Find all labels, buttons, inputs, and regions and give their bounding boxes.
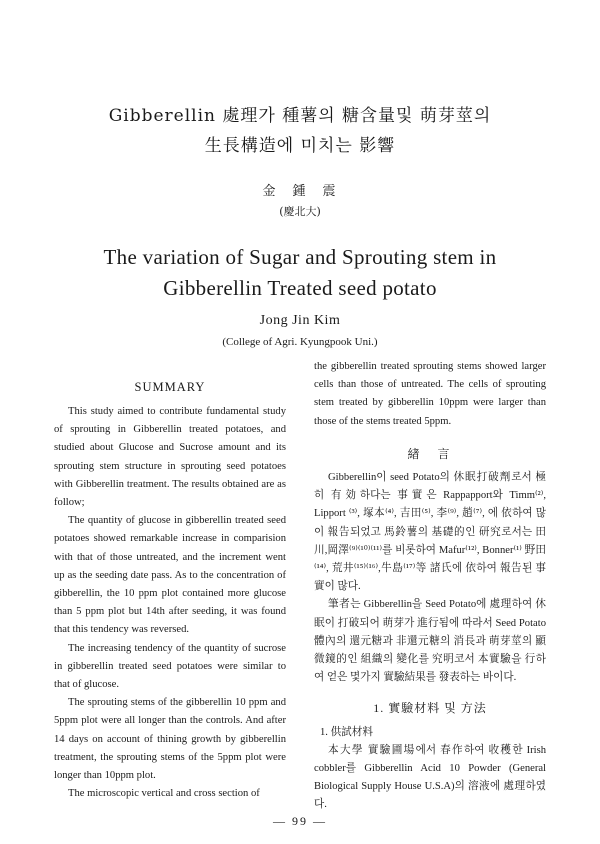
- affiliation-korean: (慶北大): [279, 205, 321, 218]
- page-number: — 99 —: [273, 814, 327, 828]
- affiliation-english: (College of Agri. Kyungpook Uni.): [222, 336, 378, 348]
- summary-paragraph: The quantity of glucose in gibberellin treated seed potatoes showed remarkable increase in comparision with that of those untreated, and the increment went up as the seeding date pass. As to the concentration of gibberellin, the 10 ppm plot contained more glucose than 5 ppm plot but 14th after seeding, it was found that this tendency was reversed.: [54, 515, 286, 636]
- summary-paragraph: The microscopic vertical and cross section of: [68, 788, 260, 800]
- english-title-line1: The variation of Sugar and Sprouting stem in: [103, 245, 497, 269]
- summary-body: [54, 403, 286, 803]
- summary-heading: SUMMARY: [134, 380, 206, 394]
- summary-paragraph: The increasing tendency of the quantity of sucrose in gibberellin treated seed potatoes were similar to that of glucose.: [54, 642, 286, 691]
- korean-title-line2: 生長構造에 미치는 影響: [204, 136, 396, 156]
- intro-paragraph: 筆者는 Gibberellin을 Seed Potato에 處理하여 休眠이 打破되어 萌芽가 進行됨에 따라서 Seed Potato體內의 還元糖과 非還元糖의 消長과 萌芽莖의 顯微鏡的인 組織의 變化를 究明코서 本實驗을 行하여 얻은 몇가지 實驗結果를 發表하는 바이다.: [314, 599, 546, 684]
- summary-continuation: the gibberellin treated sprouting stems showed larger cells than those of untreated. The cells of sprouting stem treated by gibberellin 10ppm were larger than those of the stems treated 5ppm.: [314, 361, 546, 427]
- author-english: Jong Jin Kim: [259, 313, 341, 328]
- methods-subheading: 1. 供試材料: [320, 726, 373, 738]
- summary-paragraph: This study aimed to contribute fundamental study of sprouting in Gibberellin treated potatoes, and studied about Glucose and Sucrose amount and its sprouting stem structure in sprouting seed potatoes with Gibberellin treatment. The results obtained are as follow;: [54, 406, 286, 509]
- summary-paragraph: The sprouting stems of the gibberellin 10 ppm and 5ppm plot were all longer than the controls. And after 14 days on account of thining growth by gibberellin treatment, the sprouting stems of the 5ppm plot were longer than 10ppm plot.: [54, 697, 286, 782]
- methods-paragraph: 本大學 實驗圃場에서 春作하여 收穫한 Irish cobbler를 Gibberellin Acid 10 Powder (General Biological Supply House U.S.A)의 溶液에 處理하였다.: [314, 744, 546, 811]
- intro-heading: 緖 言: [407, 446, 453, 461]
- author-korean: 金 鍾 震: [262, 184, 338, 199]
- intro-paragraph: Gibberellin이 seed Potato의 休眠打破劑로서 極히 有効하다는 事實은 Rappapport와 Timm⁽²⁾, Lipport ⁽³⁾, 塚本⁽⁴⁾, 吉田⁽⁵⁾, 李⁽⁹⁾, 趙⁽⁷⁾, 에 依하여 많이 報告되었고 馬鈴薯의 基礎的인 研究로서는 田川,岡澤⁽⁹⁾⁽¹⁰⁾⁽¹¹⁾를 비롯하여 Mafur⁽¹²⁾, Bonner⁽¹⁾ 野田⁽¹⁴⁾, 荒井⁽¹⁵⁾⁽¹⁶⁾,牛島⁽¹⁷⁾等 諸氏에 依하여 報告된 事實이 많다.: [314, 472, 546, 593]
- right-column: [314, 358, 546, 815]
- english-title-line2: Gibberellin Treated seed potato: [163, 276, 437, 300]
- methods-heading: 1. 實驗材料 및 方法: [373, 701, 487, 716]
- korean-title-line1: Gibberellin 處理가 種薯의 糖含量및 萌芽莖의: [108, 106, 492, 126]
